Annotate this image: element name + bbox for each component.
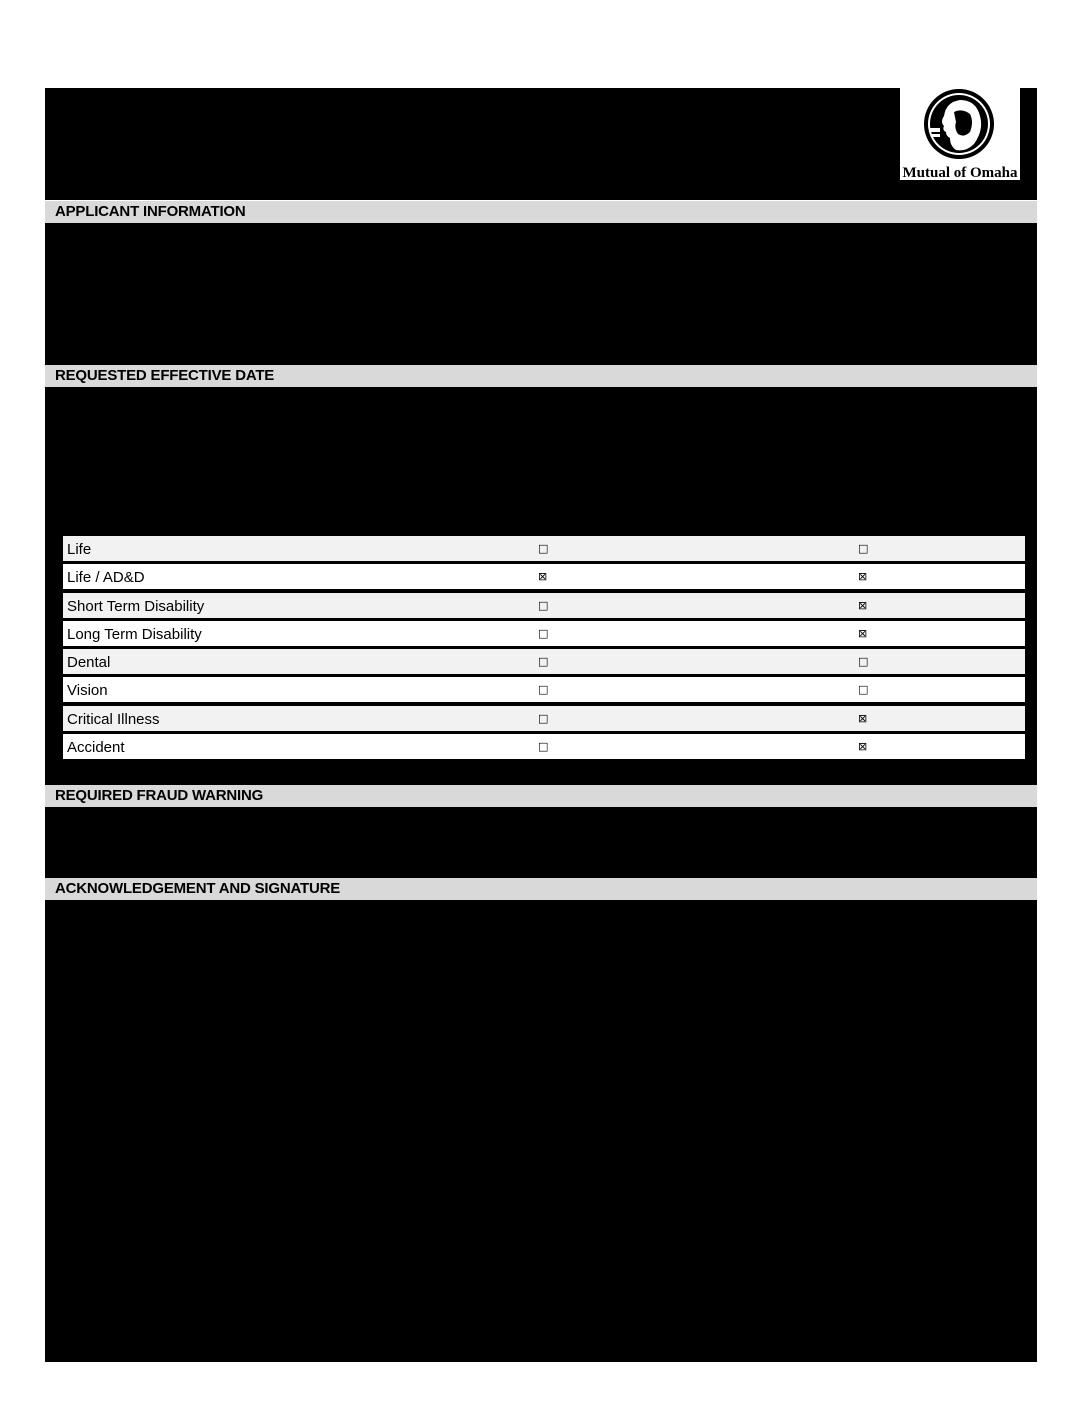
section-header-applicant: APPLICANT INFORMATION: [45, 201, 1037, 223]
coverage-checkbox-b[interactable]: ⊠: [858, 740, 868, 754]
header-redacted-strip-bottom: [900, 180, 1020, 200]
coverage-checkbox-a[interactable]: □: [538, 683, 549, 697]
coverage-checkbox-a[interactable]: □: [538, 711, 549, 725]
coverage-row-life: [63, 536, 1025, 561]
acknowledgement-redacted-block: [45, 900, 1037, 1362]
header-redacted-strip: [1020, 88, 1037, 200]
coverage-name: Critical Illness: [67, 710, 160, 728]
coverage-checkbox-a[interactable]: □: [538, 740, 549, 754]
coverage-checkbox-b[interactable]: ⊠: [858, 598, 868, 612]
applicant-redacted-block: [45, 223, 1037, 365]
coverage-row-long-term-disability: [63, 621, 1025, 646]
coverage-checkbox-b[interactable]: ⊠: [858, 570, 868, 584]
coverage-row-critical-illness: [63, 706, 1025, 731]
coverage-table: [63, 536, 1025, 762]
logo-wordmark: Mutual of Omaha: [902, 165, 1018, 180]
coverage-checkbox-a[interactable]: □: [538, 598, 549, 612]
coverage-name: Accident: [67, 739, 125, 757]
coverage-checkbox-b[interactable]: ⊠: [858, 626, 868, 640]
coverage-name: Vision: [67, 682, 108, 700]
coverage-row-vision: [63, 677, 1025, 702]
coverage-row-dental: [63, 649, 1025, 674]
coverage-row-accident: [63, 734, 1025, 759]
section-header-fraud-warning: REQUIRED FRAUD WARNING: [45, 785, 1037, 807]
coverage-name: Long Term Disability: [67, 625, 202, 643]
coverage-checkbox-b[interactable]: □: [858, 542, 869, 555]
section-header-effective-date: REQUESTED EFFECTIVE DATE: [45, 365, 1037, 387]
coverage-checkbox-b[interactable]: □: [858, 655, 869, 669]
section-header-acknowledgement: ACKNOWLEDGEMENT AND SIGNATURE: [45, 878, 1037, 900]
coverage-checkbox-b[interactable]: ⊠: [858, 711, 868, 725]
fraud-warning-redacted-block: [45, 807, 1037, 878]
coverage-checkbox-b[interactable]: □: [858, 683, 869, 697]
coverage-name: Life: [67, 541, 92, 558]
coverage-name: Short Term Disability: [67, 597, 205, 615]
coverage-checkbox-a[interactable]: □: [538, 542, 549, 555]
coverage-row-life-add: [63, 564, 1025, 589]
coverage-row-short-term-disability: [63, 593, 1025, 618]
coverage-checkbox-a[interactable]: □: [538, 655, 549, 669]
coverage-checkbox-a[interactable]: □: [538, 626, 549, 640]
indian-head-logo-icon: [900, 88, 1020, 180]
coverage-name: Life / AD&D: [67, 569, 145, 587]
coverage-name: Dental: [67, 654, 111, 672]
header-redacted-block: [45, 88, 900, 200]
coverage-checkbox-a[interactable]: ⊠: [538, 570, 548, 584]
